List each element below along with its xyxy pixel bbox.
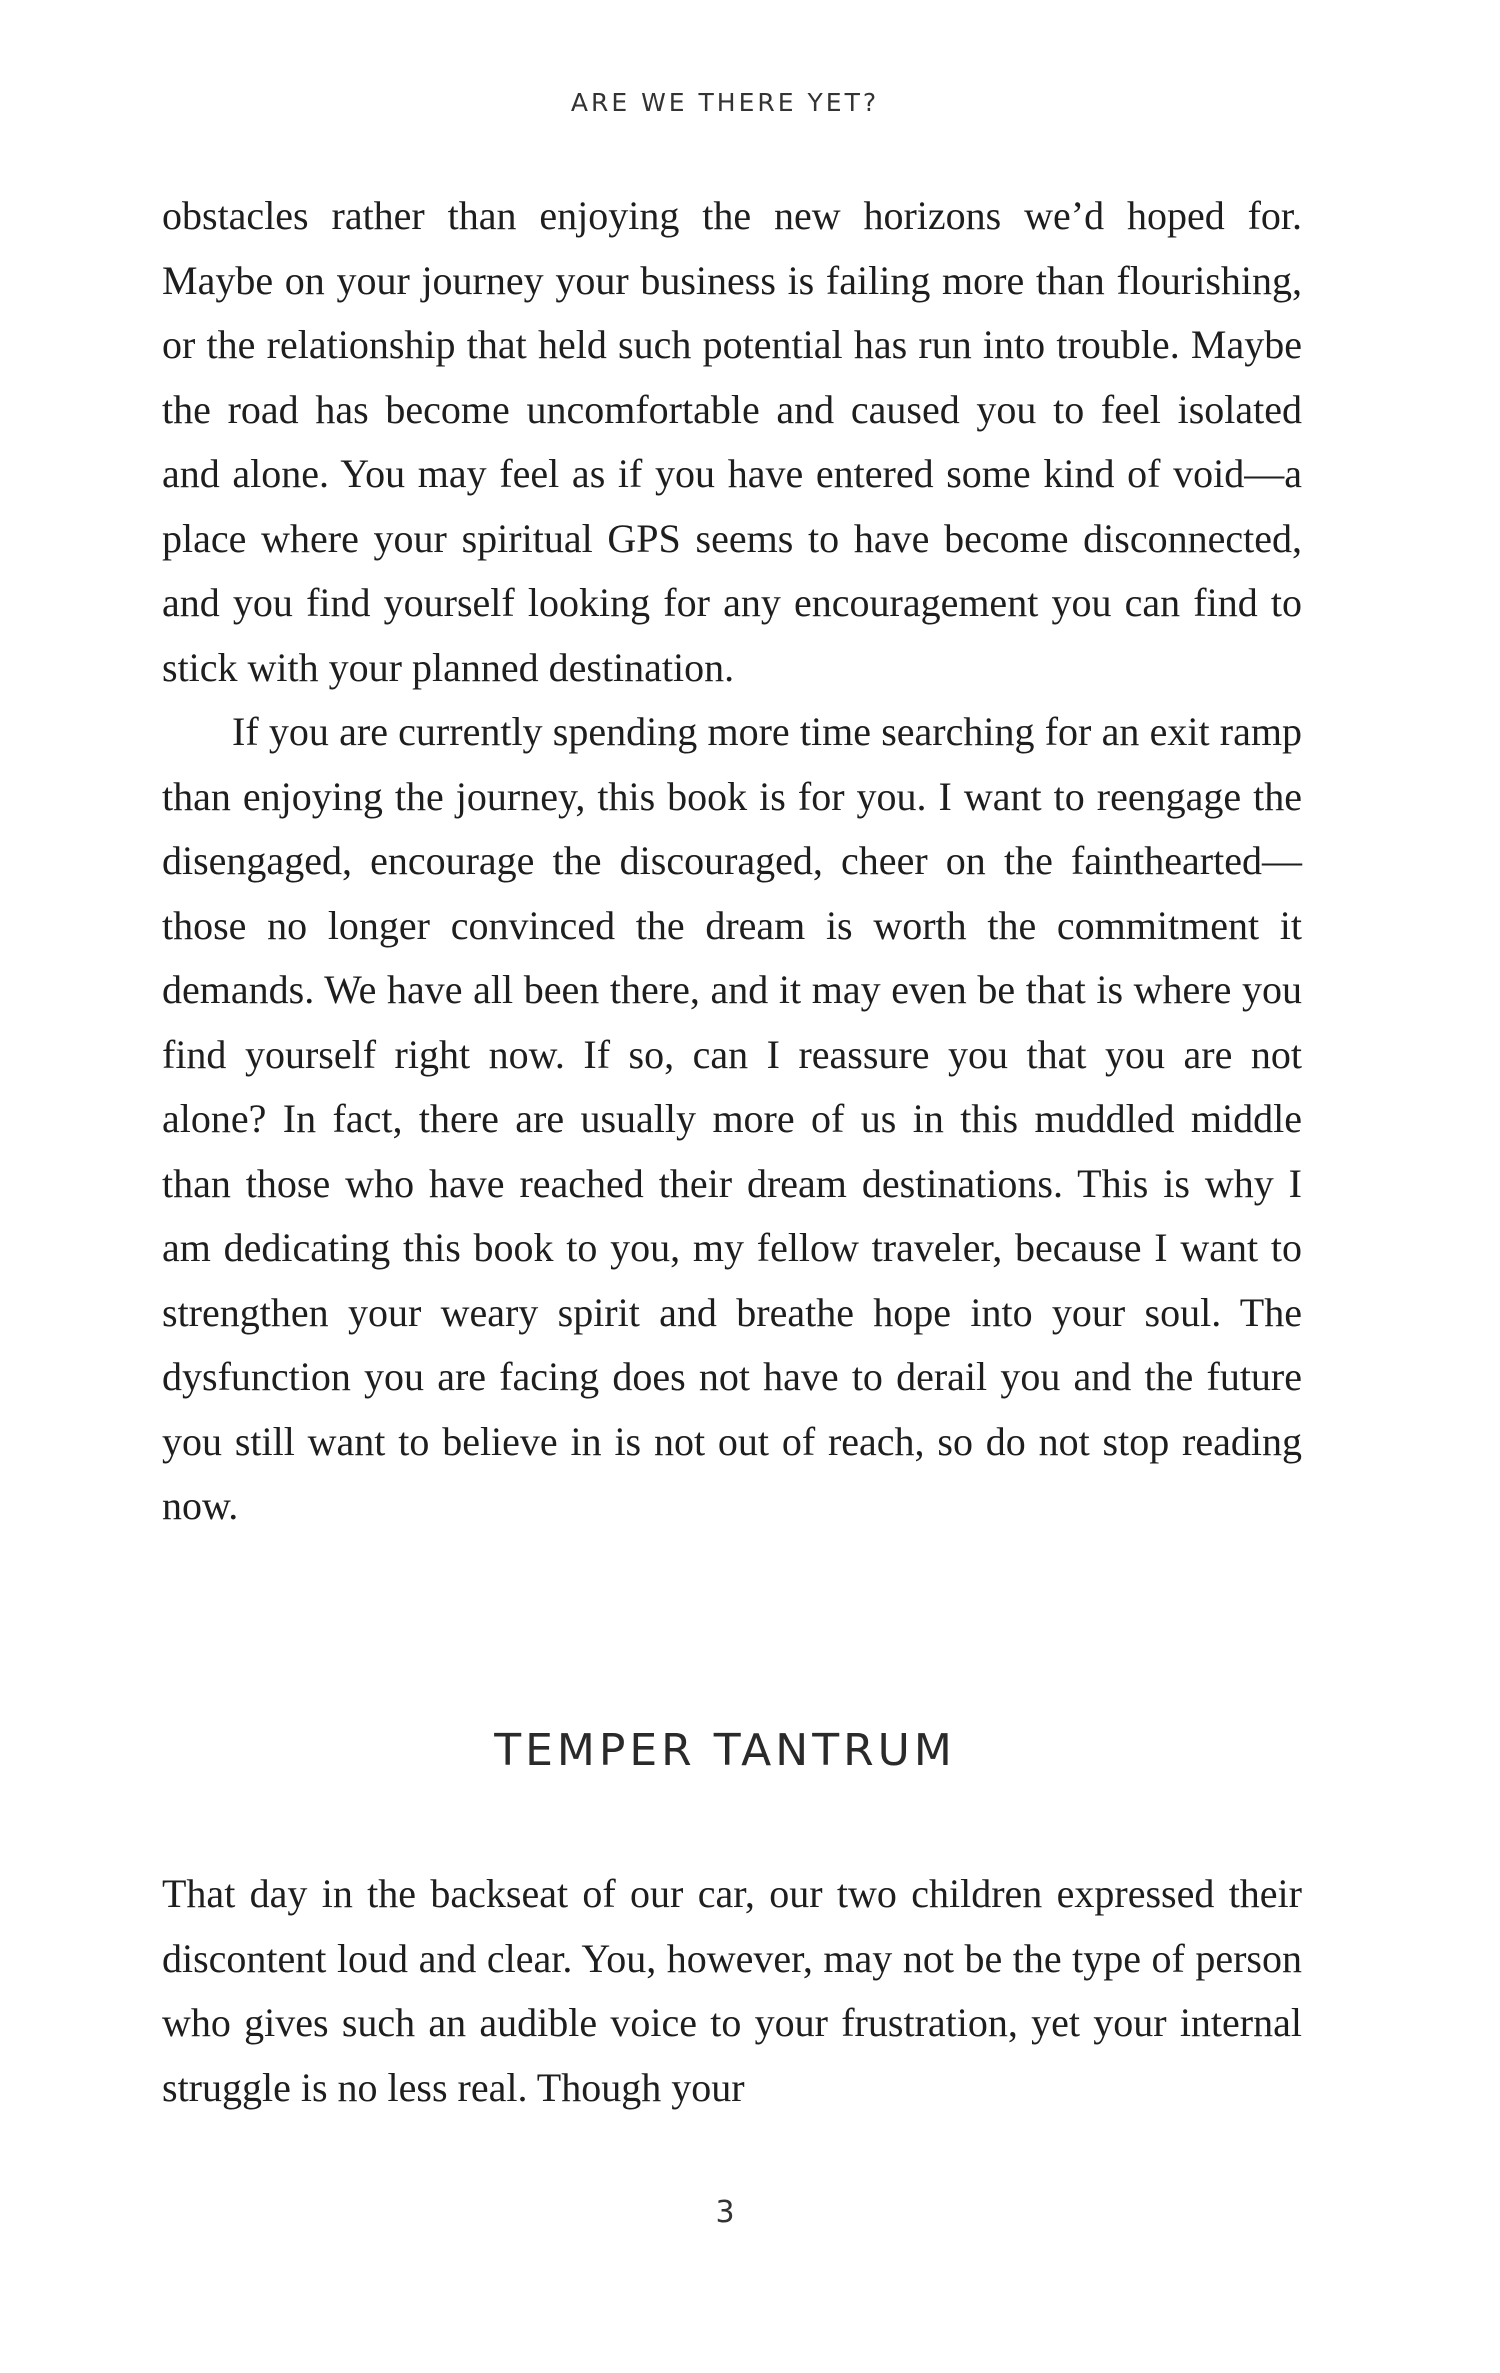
paragraph-continued: obstacles rather than enjoying the new horizons we’d hoped for. Maybe on your journey your business is failing more than flourishing, or the relationship that held such potential has run into trouble. Maybe the road has become uncomfortable and caused you to feel isolated and alone. You may feel as if you have entered some kind of void—a place where your spiritual GPS seems to have become disconnected, and you find yourself looking for any encouragement you can find to stick with your planned destination. xyxy=(162,193,1302,690)
section-body-text xyxy=(162,1862,1302,2120)
paragraph: If you are currently spending more time searching for an exit ramp than enjoying the journey, this book is for you. I want to reengage the disengaged, encourage the discouraged, cheer on the fainthearted—those no longer convinced the dream is worth the commitment it demands. We have all been there, and it may even be that is where you find yourself right now. If so, can I reassure you that you are not alone? In fact, there are usually more of us in this muddled middle than those who have reached their dream destinations. This is why I am dedicating this book to you, my fellow traveler, because I want to strengthen your weary spirit and breathe hope into your soul. The dysfunction you are facing does not have to derail you and the future you still want to believe in is not out of reach, so do not stop reading now. xyxy=(162,709,1302,1528)
section-paragraph: That day in the backseat of our car, our two children expressed their discontent loud and clear. You, however, may not be the type of person who gives such an audible voice to your frustration, yet your internal struggle is no less real. Though your xyxy=(162,1871,1302,2110)
page-number: 3 xyxy=(715,2195,735,2230)
body-text xyxy=(162,184,1302,1539)
section-heading: TEMPER TANTRUM xyxy=(494,1725,956,1776)
running-head: ARE WE THERE YET? xyxy=(570,88,880,117)
